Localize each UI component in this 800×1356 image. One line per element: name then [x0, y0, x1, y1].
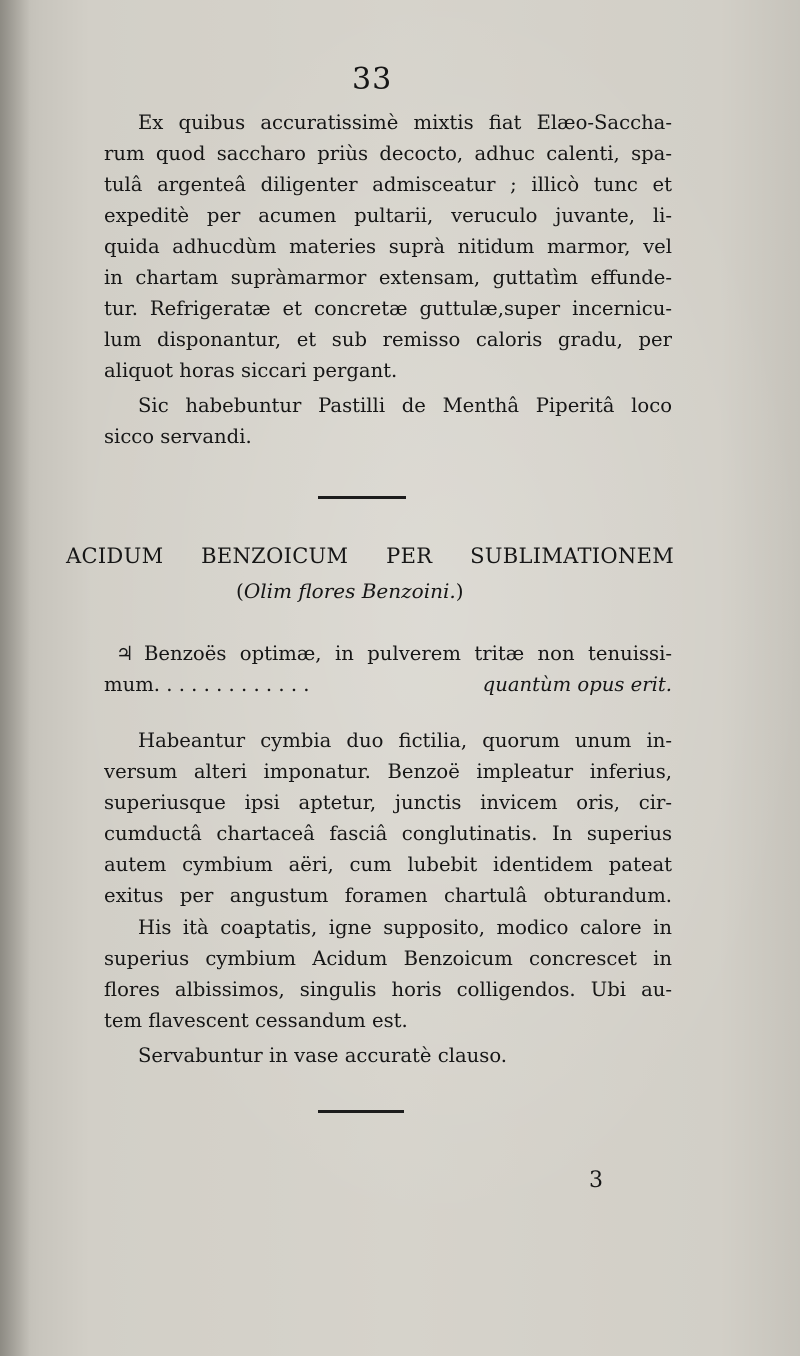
recipe-ingredient-tail: mum.: [104, 673, 161, 696]
page-gutter-shadow: [0, 0, 30, 1356]
text-line: tulâ argenteâ diligenter admisceatur ; illicò tunc et: [104, 173, 672, 196]
recipe-quantity: quantùm opus erit.: [482, 673, 672, 696]
text-line: Sic habebuntur Pastilli de Menthâ Piperitâ loco: [138, 394, 672, 417]
text-line: sicco servandi.: [104, 425, 252, 448]
paragraph-servabuntur: [104, 1040, 672, 1071]
text-line: lum disponantur, et sub remisso caloris gradu, per: [104, 328, 672, 351]
page-number: 33: [352, 62, 393, 97]
recipe-symbol-icon: ♃: [116, 642, 134, 665]
text-line: superius cymbium Acidum Benzoicum concrescet in: [104, 947, 672, 970]
recipe-ingredient: Benzoës optimæ, in pulverem tritæ non tenuissi-: [144, 642, 672, 665]
text-line: in chartam supràmarmor extensam, guttatìm effunde-: [104, 266, 672, 289]
section-divider-rule: [318, 496, 406, 499]
paragraph-sublimation: [104, 912, 672, 1036]
recipe-ingredient-end: [104, 669, 310, 700]
text-line: autem cymbium aëri, cum lubebit identidem pateat: [104, 853, 672, 876]
section-title: ACIDUM BENZOICUM PER SUBLIMATIONEM: [66, 544, 674, 568]
signature-mark: 3: [589, 1168, 603, 1193]
text-line: rum quod saccharo priùs decocto, adhuc calenti, spa-: [104, 142, 672, 165]
section-end-rule: [318, 1110, 404, 1113]
text-line: Habeantur cymbia duo fictilia, quorum unum in-: [138, 729, 672, 752]
recipe-line: [104, 638, 672, 669]
paragraph-pastilli: [104, 390, 672, 452]
text-line: aliquot horas siccari pergant.: [104, 359, 398, 382]
section-subtitle: (Olim flores Benzoini.): [236, 579, 464, 603]
text-line: His ità coaptatis, igne supposito, modico calore in: [138, 916, 672, 939]
text-line: Servabuntur in vase accuratè clauso.: [138, 1044, 508, 1067]
text-line: versum alteri imponatur. Benzoë impleatur inferius,: [104, 760, 672, 783]
paragraph-elaeo-saccharum: [104, 107, 672, 386]
recipe-block: [104, 638, 672, 700]
recipe-line: [104, 669, 672, 700]
paragraph-cymbia: [104, 725, 672, 911]
text-line: exitus per angustum foramen chartulâ obturandum.: [104, 884, 672, 907]
text-line: tur. Refrigeratæ et concretæ guttulæ,super incernicu-: [104, 297, 672, 320]
text-line: flores albissimos, singulis horis colligendos. Ubi au-: [104, 978, 672, 1001]
text-line: Ex quibus accuratissimè mixtis fiat Elæo-Saccha-: [138, 111, 672, 134]
text-line: superiusque ipsi aptetur, junctis invicem oris, cir-: [104, 791, 672, 814]
recipe-leader-dots: . . . . . . . . . . . .: [166, 673, 310, 696]
text-line: cumductâ chartaceâ fasciâ conglutinatis. In superius: [104, 822, 672, 845]
text-line: quida adhucdùm materies suprà nitidum marmor, vel: [104, 235, 672, 258]
text-line: tem flavescent cessandum est.: [104, 1009, 408, 1032]
text-line: expeditè per acumen pultarii, veruculo juvante, li-: [104, 204, 672, 227]
